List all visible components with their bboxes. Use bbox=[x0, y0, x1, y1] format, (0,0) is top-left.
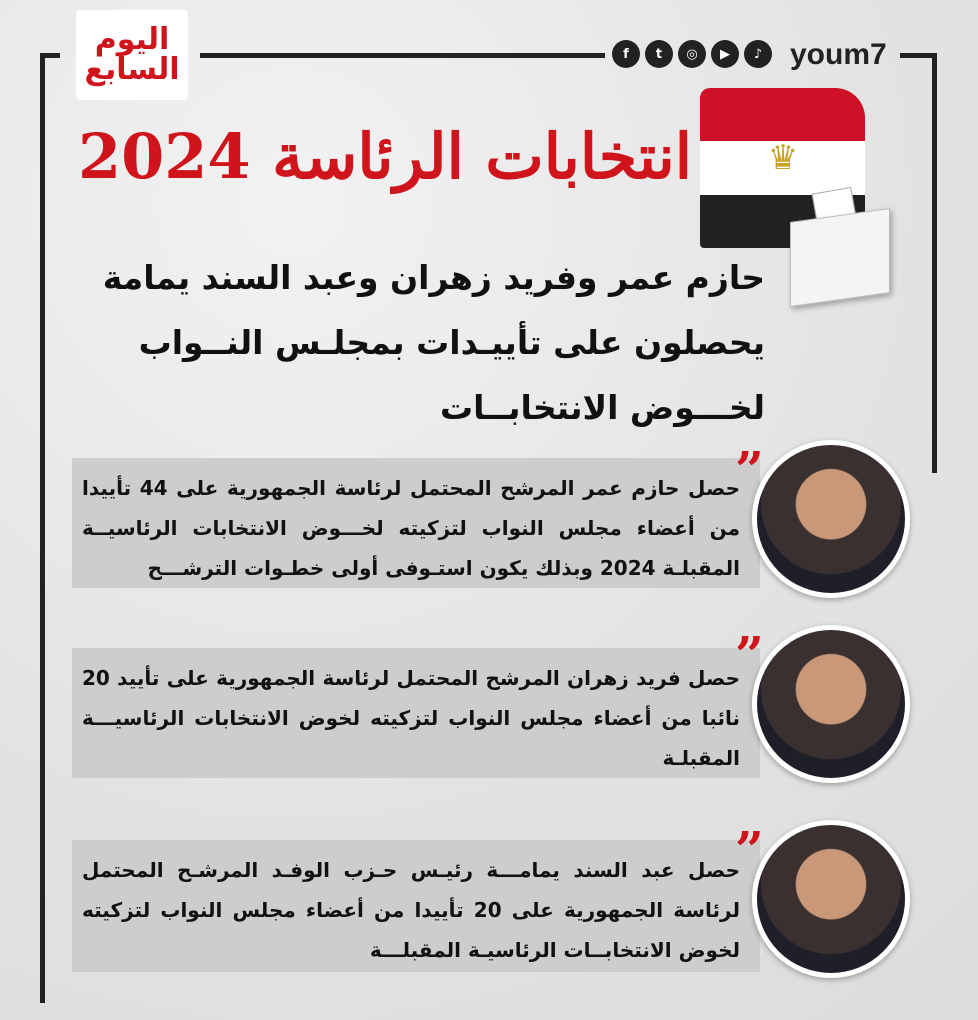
logo-line2: السابع bbox=[84, 52, 180, 87]
frame-left bbox=[40, 53, 45, 1003]
twitter-icon[interactable]: t bbox=[645, 40, 673, 68]
candidate-card-3 bbox=[72, 840, 760, 972]
tiktok-icon[interactable]: ♪ bbox=[744, 40, 772, 68]
frame-right bbox=[932, 53, 937, 473]
candidate-photo-2 bbox=[752, 625, 910, 783]
headline-line-3: لخـــوض الانتخابــات bbox=[439, 388, 765, 427]
instagram-icon[interactable]: ◎ bbox=[678, 40, 706, 68]
candidate-photo-1 bbox=[752, 440, 910, 598]
card-text: حصل حازم عمر المرشح المحتمل لرئاسة الجمهورية على 44 تأييدا من أعضاء مجلس النواب لتزكيته لخـــوض الانتخابات الرئاسيــة المقبلـة 2024 وبذلك يكون استـوفى أولى خطـوات الترشـــح bbox=[82, 476, 740, 580]
quote-icon: ” bbox=[735, 625, 764, 684]
quote-icon: ” bbox=[735, 820, 764, 879]
eagle-icon: ♛ bbox=[767, 138, 799, 178]
candidate-card-1 bbox=[72, 458, 760, 588]
brand-name: youm7 bbox=[790, 38, 887, 71]
logo-line1: اليوم bbox=[94, 22, 170, 57]
facebook-icon[interactable]: f bbox=[612, 40, 640, 68]
card-text: حصل فريد زهران المرشح المحتمل لرئاسة الجمهورية على تأييد 20 نائبا من أعضاء مجلس النواب لتزكيته لخوض الانتخابات الرئاسيـــة المقبلـة bbox=[82, 666, 740, 770]
social-icons bbox=[612, 40, 772, 68]
card-text: حصل عبد السند يمامـــة رئيـس حـزب الوفـد المرشـح المحتمل لرئاسة الجمهورية على 20 تأييدا من أعضاء مجلس النواب لتزكيته لخوض الانتخابــات الرئاسيـة المقبلـــة bbox=[82, 858, 740, 962]
candidate-photo-3 bbox=[752, 820, 910, 978]
headline-line-2: يحصلون على تأييـدات بمجلـس النــواب bbox=[138, 323, 765, 362]
page-title: انتخابات الرئاسة 2024 bbox=[77, 120, 692, 193]
youtube-icon[interactable]: ▶ bbox=[711, 40, 739, 68]
ballot-box-icon bbox=[790, 208, 890, 307]
logo bbox=[76, 10, 188, 100]
frame-top-mid bbox=[200, 53, 605, 58]
quote-icon: ” bbox=[735, 440, 764, 499]
candidate-card-2 bbox=[72, 648, 760, 778]
headline-line-1: حازم عمر وفريد زهران وعبد السند يمامة bbox=[102, 258, 765, 297]
